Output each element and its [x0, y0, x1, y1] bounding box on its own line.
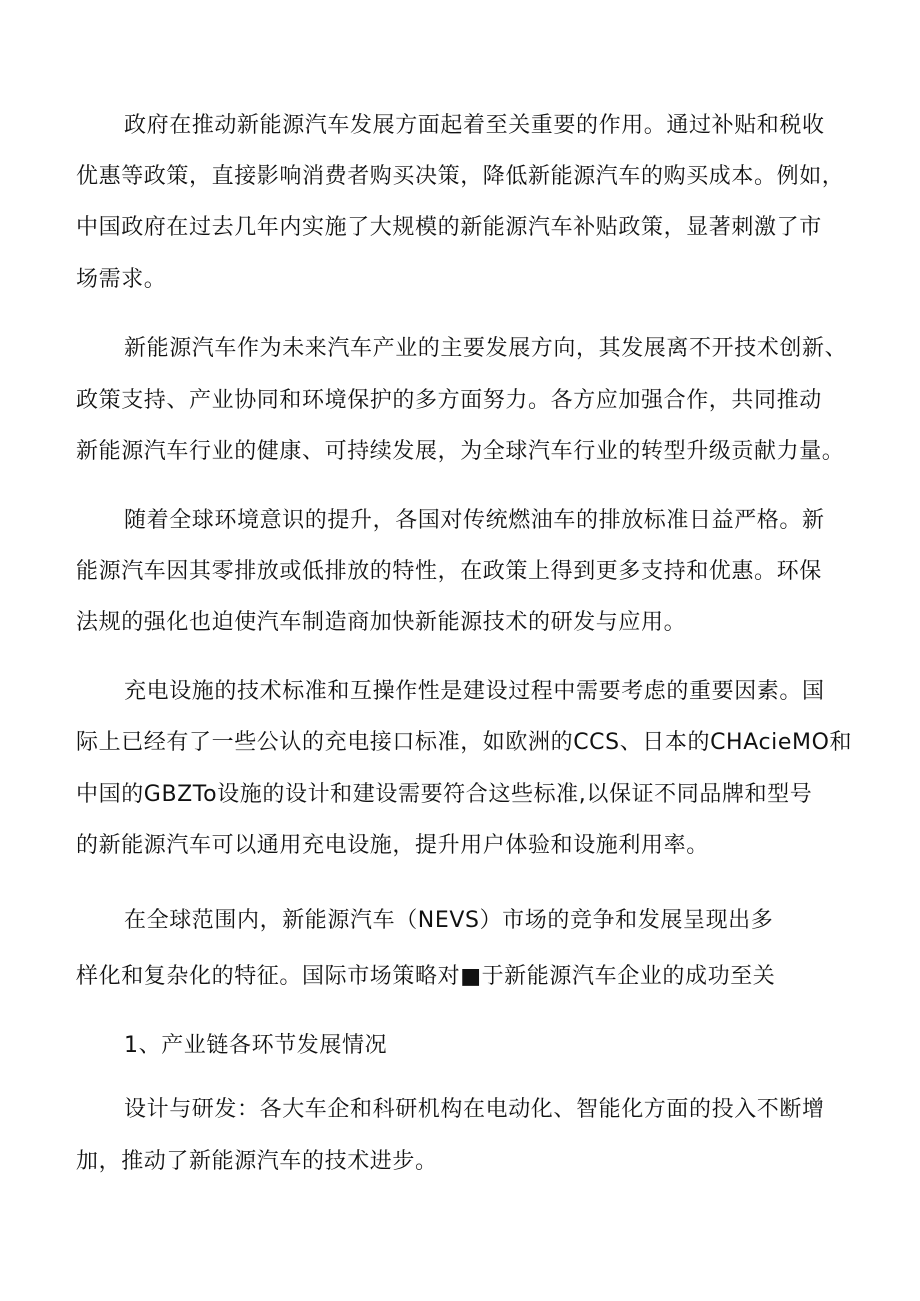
- text-line: 充电设施的技术标准和互操作性是建设过程中需要考虑的重要因素。国: [124, 679, 825, 704]
- text-line: 中国政府在过去几年内实施了大规模的新能源汽车补贴政策，显著刺激了市: [76, 215, 822, 240]
- text-line: 场需求。: [76, 267, 167, 292]
- text-line: 优惠等政策，直接影响消费者购买决策，降低新能源汽车的购买成本。例如，: [76, 164, 845, 189]
- text-line: 的新能源汽车可以通用充电设施，提升用户体验和设施利用率。: [76, 833, 709, 858]
- text-line: 中国的GBZTo设施的设计和建设需要符合这些标准,以保证不同品牌和型号: [76, 782, 813, 807]
- text-line: 设计与研发：各大车企和科研机构在电动化、智能化方面的投入不断增: [124, 1097, 825, 1122]
- text-line: 际上已经有了一些公认的充电接口标准，如欧洲的CCS、日本的CHAcieMO和: [76, 730, 853, 755]
- text-line: 在全球范围内，新能源汽车（NEVS）市场的竞争和发展呈现出多: [124, 908, 774, 933]
- text-line: 加，推动了新能源汽车的技术进步。: [76, 1149, 438, 1174]
- text-line: 新能源汽车作为未来汽车产业的主要发展方向，其发展离不开技术创新、: [124, 336, 848, 361]
- heading-industry-chain: 1、产业链各环节发展情况: [124, 1033, 388, 1058]
- text-line: 政策支持、产业协同和环境保护的多方面努力。各方应加强合作，共同推动: [76, 388, 822, 413]
- text-line: 随着全球环境意识的提升，各国对传统燃油车的排放标准日益严格。新: [124, 508, 825, 533]
- text-line: 新能源汽车行业的健康、可持续发展，为全球汽车行业的转型升级贡献力量。: [76, 439, 845, 464]
- text-line: 能源汽车因其零排放或低排放的特性，在政策上得到更多支持和优惠。环保: [76, 559, 822, 584]
- text-line: 样化和复杂化的特征。国际市场策略对■于新能源汽车企业的成功至关: [76, 964, 776, 989]
- text-line: 法规的强化也迫使汽车制造商加快新能源技术的研发与应用。: [76, 610, 687, 635]
- text-line: 政府在推动新能源汽车发展方面起着至关重要的作用。通过补贴和税收: [124, 113, 825, 138]
